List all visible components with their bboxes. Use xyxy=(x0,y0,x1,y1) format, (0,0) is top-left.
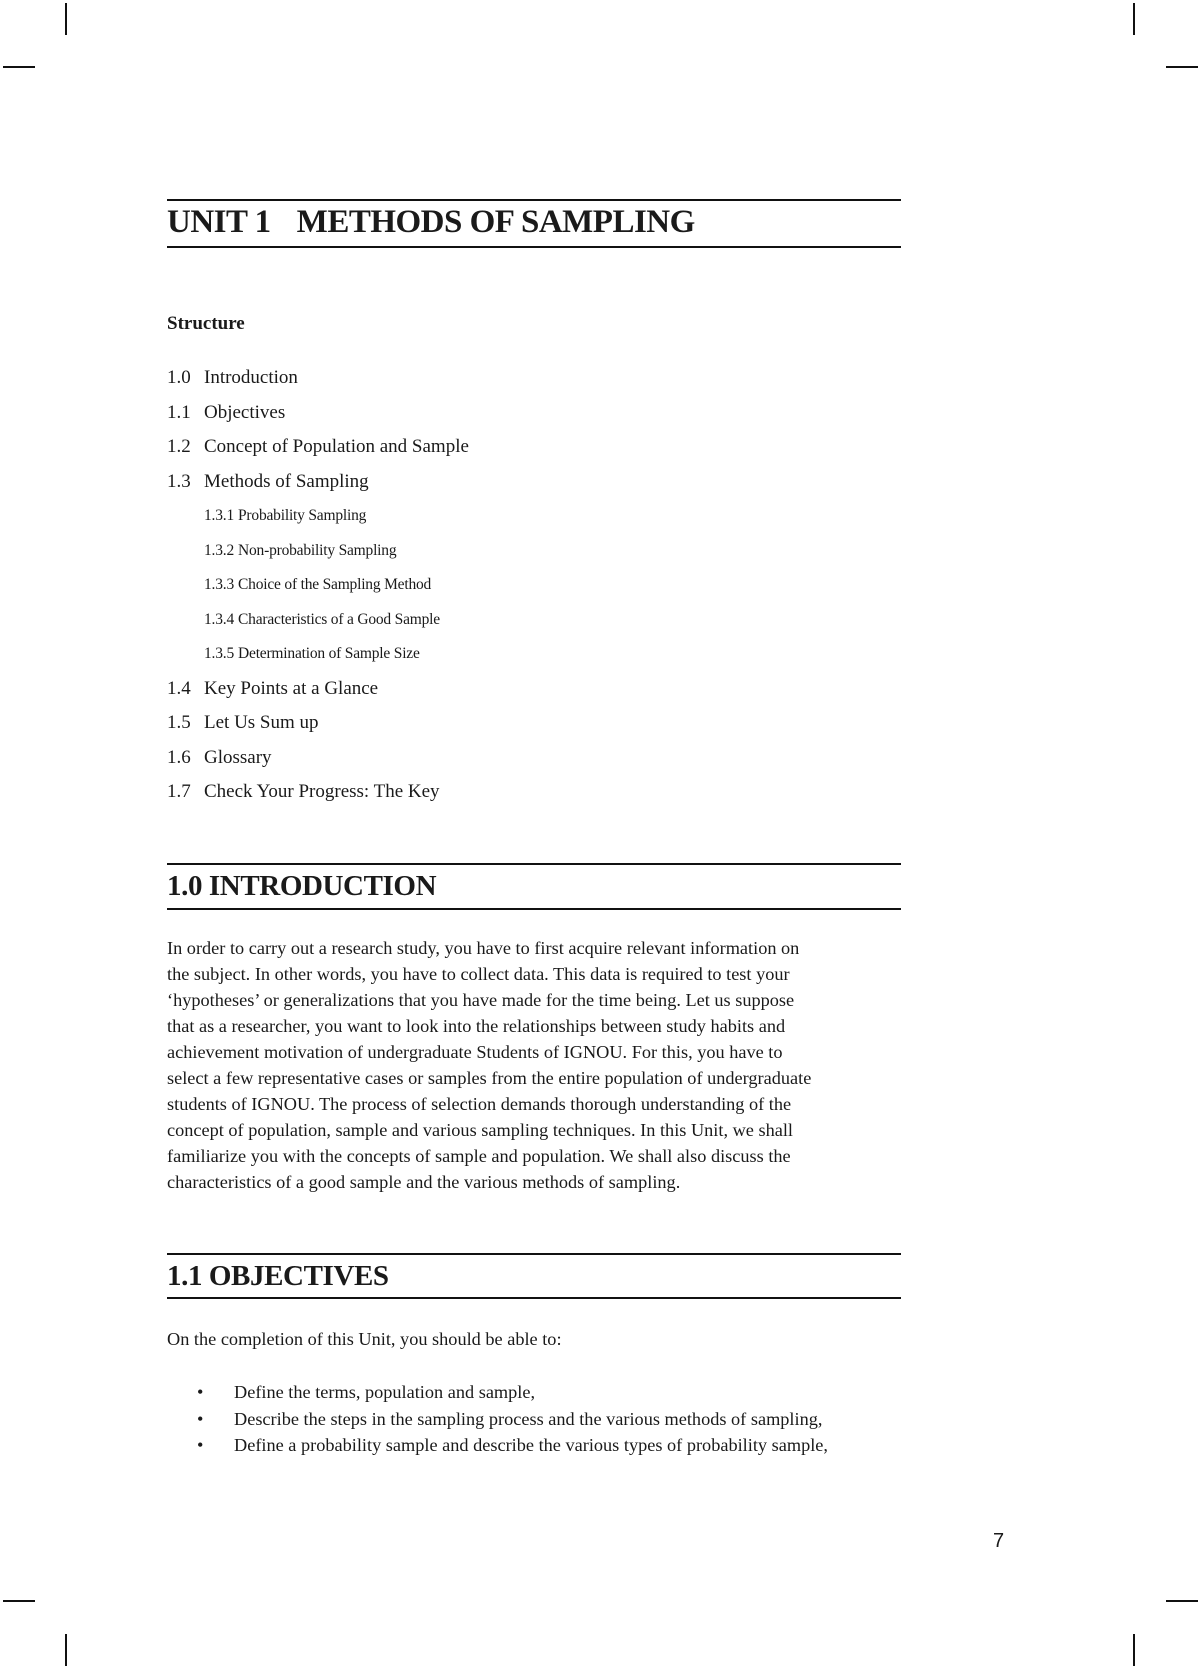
divider xyxy=(167,199,901,201)
section-heading-introduction: 1.0 INTRODUCTION xyxy=(167,870,437,902)
divider xyxy=(167,863,901,865)
objectives-intro: On the completion of this Unit, you should be able to: xyxy=(167,1329,562,1349)
introduction-paragraph: In order to carry out a research study, you have to first acquire relevant information on the subject. In other words, you have to collect data. This data is required to test your ‘hypotheses’ or generalizations that you have made for the time being. Let us suppose that as a researcher, you want to look into the relationships between study habits and achievement motivation of undergraduate Students of IGNOU. For this, you have to select a few representative cases or samples from the entire population of undergraduate students of IGNOU. The process of selection demands thorough understanding of the concept of population, sample and various sampling techniques. In this Unit, we shall familiarize you with the concepts of sample and population. We shall also discuss the characteristics of a good sample and the various methods of sampling. xyxy=(167,938,812,1192)
unit-title xyxy=(167,204,695,241)
toc-subitem: 1.3.1 Probability Sampling xyxy=(204,507,367,524)
toc-item: 1.3 Methods of Sampling xyxy=(167,470,369,492)
toc-item: 1.6 Glossary xyxy=(167,746,272,768)
divider xyxy=(167,246,901,248)
toc-subitem: 1.3.5 Determination of Sample Size xyxy=(204,645,420,662)
list-item: • Define a probability sample and describe the various types of probability sample, xyxy=(197,1435,828,1455)
structure-heading: Structure xyxy=(167,313,245,334)
toc-subitem: 1.3.2 Non-probability Sampling xyxy=(204,541,397,559)
crop-mark xyxy=(65,1634,67,1666)
crop-mark xyxy=(1133,3,1135,35)
crop-mark xyxy=(3,1600,35,1602)
list-item: • Describe the steps in the sampling process and the various methods of sampling, xyxy=(197,1408,823,1429)
toc-item: 1.0 Introduction xyxy=(167,367,298,388)
crop-mark xyxy=(1166,1600,1198,1602)
divider xyxy=(167,1297,901,1299)
toc-item: 1.1 Objectives xyxy=(167,401,286,423)
toc-subitem: 1.3.4 Characteristics of a Good Sample xyxy=(204,610,440,628)
divider xyxy=(167,908,901,910)
page-number: 7 xyxy=(993,1530,1005,1552)
crop-mark xyxy=(3,66,35,68)
section-heading-objectives: 1.1 OBJECTIVES xyxy=(167,1260,389,1292)
objectives-list xyxy=(197,1379,828,1459)
toc-item: 1.5 Let Us Sum up xyxy=(167,712,319,733)
crop-mark xyxy=(65,3,67,35)
toc-subitem: 1.3.3 Choice of the Sampling Method xyxy=(204,576,432,593)
toc-item: 1.4 Key Points at a Glance xyxy=(167,677,379,699)
table-of-contents xyxy=(167,366,469,815)
unit-name: METHODS OF SAMPLING xyxy=(296,204,695,240)
toc-item: 1.7 Check Your Progress: The Key xyxy=(167,781,440,802)
toc-item: 1.2 Concept of Population and Sample xyxy=(167,436,469,457)
list-item: • Define the terms, population and sample, xyxy=(197,1382,536,1402)
unit-label: UNIT 1 xyxy=(167,204,271,240)
crop-mark xyxy=(1166,66,1198,68)
divider xyxy=(167,1253,901,1255)
crop-mark xyxy=(1133,1634,1135,1666)
